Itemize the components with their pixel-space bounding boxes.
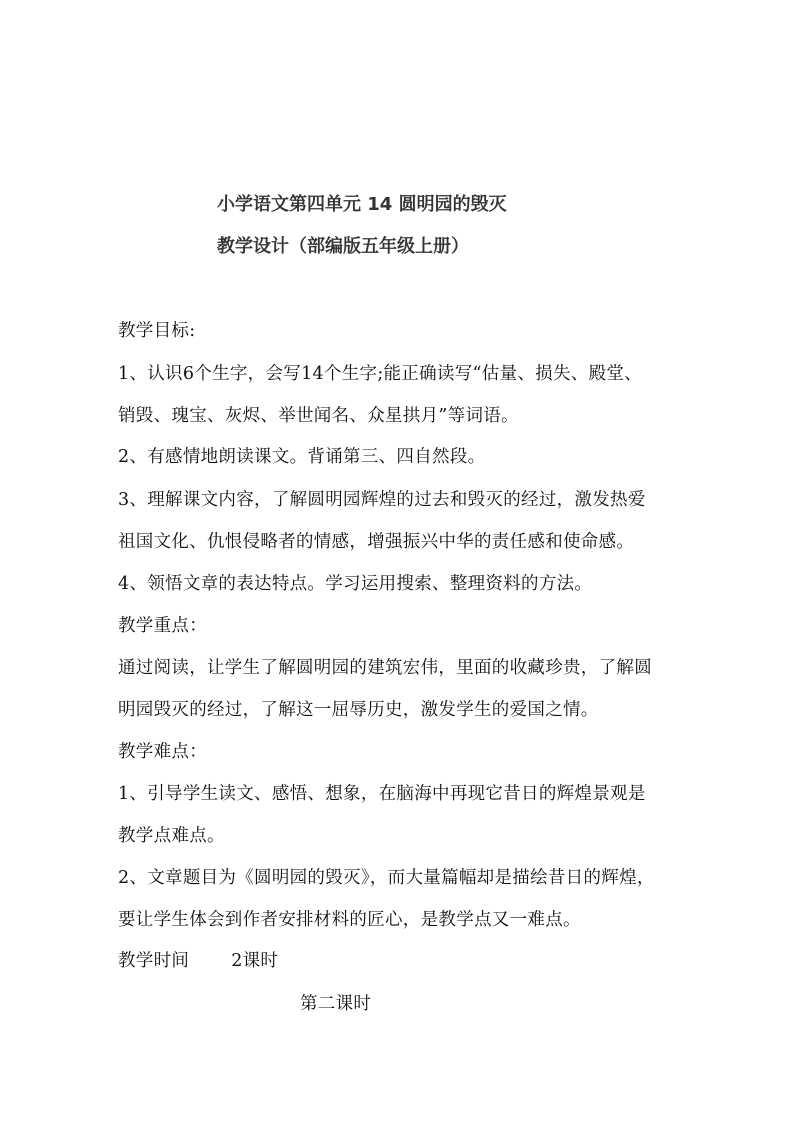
key-points-line-2: 明园毁灭的经过，了解这一屈辱历史，激发学生的爱国之情。: [118, 700, 599, 720]
difficulty-2-line-2: 要让学生体会到作者安排材料的匠心，是教学点又一难点。: [118, 910, 581, 930]
teaching-time-label: 教学时间: [118, 951, 190, 971]
goal-4: 4、领悟文章的表达特点。学习运用搜索、整理资料的方法。: [118, 574, 593, 594]
difficulty-1-line-2: 教学点难点。: [118, 826, 225, 846]
goal-2: 2、有感情地朗读课文。背诵第三、四自然段。: [118, 447, 486, 467]
goal-1-line-1: 1、认识6个生字，会写14个生字;能正确读写“估量、损失、殿堂、: [118, 364, 642, 384]
difficulties-heading: 教学难点：: [118, 742, 207, 762]
document-title: 小学语文第四单元 14 圆明园的毁灭: [217, 194, 507, 215]
goal-1-line-2: 销毁、瑰宝、灰烬、举世闻名、众星拱月”等词语。: [118, 406, 519, 426]
goals-heading: 教学目标:: [118, 321, 196, 341]
key-points-heading: 教学重点：: [118, 616, 207, 636]
section-heading: 第二课时: [300, 994, 372, 1014]
goal-3-line-2: 祖国文化、仇恨侵略者的情感，增强振兴中华的责任感和使命感。: [118, 532, 635, 552]
key-points-line-1: 通过阅读，让学生了解圆明园的建筑宏伟，里面的收藏珍贵，了解圆: [118, 658, 652, 678]
teaching-time-row: [118, 947, 278, 972]
goal-3-line-1: 3、理解课文内容，了解圆明园辉煌的过去和毁灭的经过，激发热爱: [118, 490, 646, 510]
difficulty-2-line-1: 2、文章题目为《圆明园的毁灭》，而大量篇幅却是描绘昔日的辉煌，: [118, 868, 655, 888]
teaching-time-value: 2课时: [231, 951, 279, 971]
document-subtitle: 教学设计（部编版五年级上册）: [217, 236, 469, 257]
difficulty-1-line-1: 1、引导学生读文、感悟、想象，在脑海中再现它昔日的辉煌景观是: [118, 784, 646, 804]
